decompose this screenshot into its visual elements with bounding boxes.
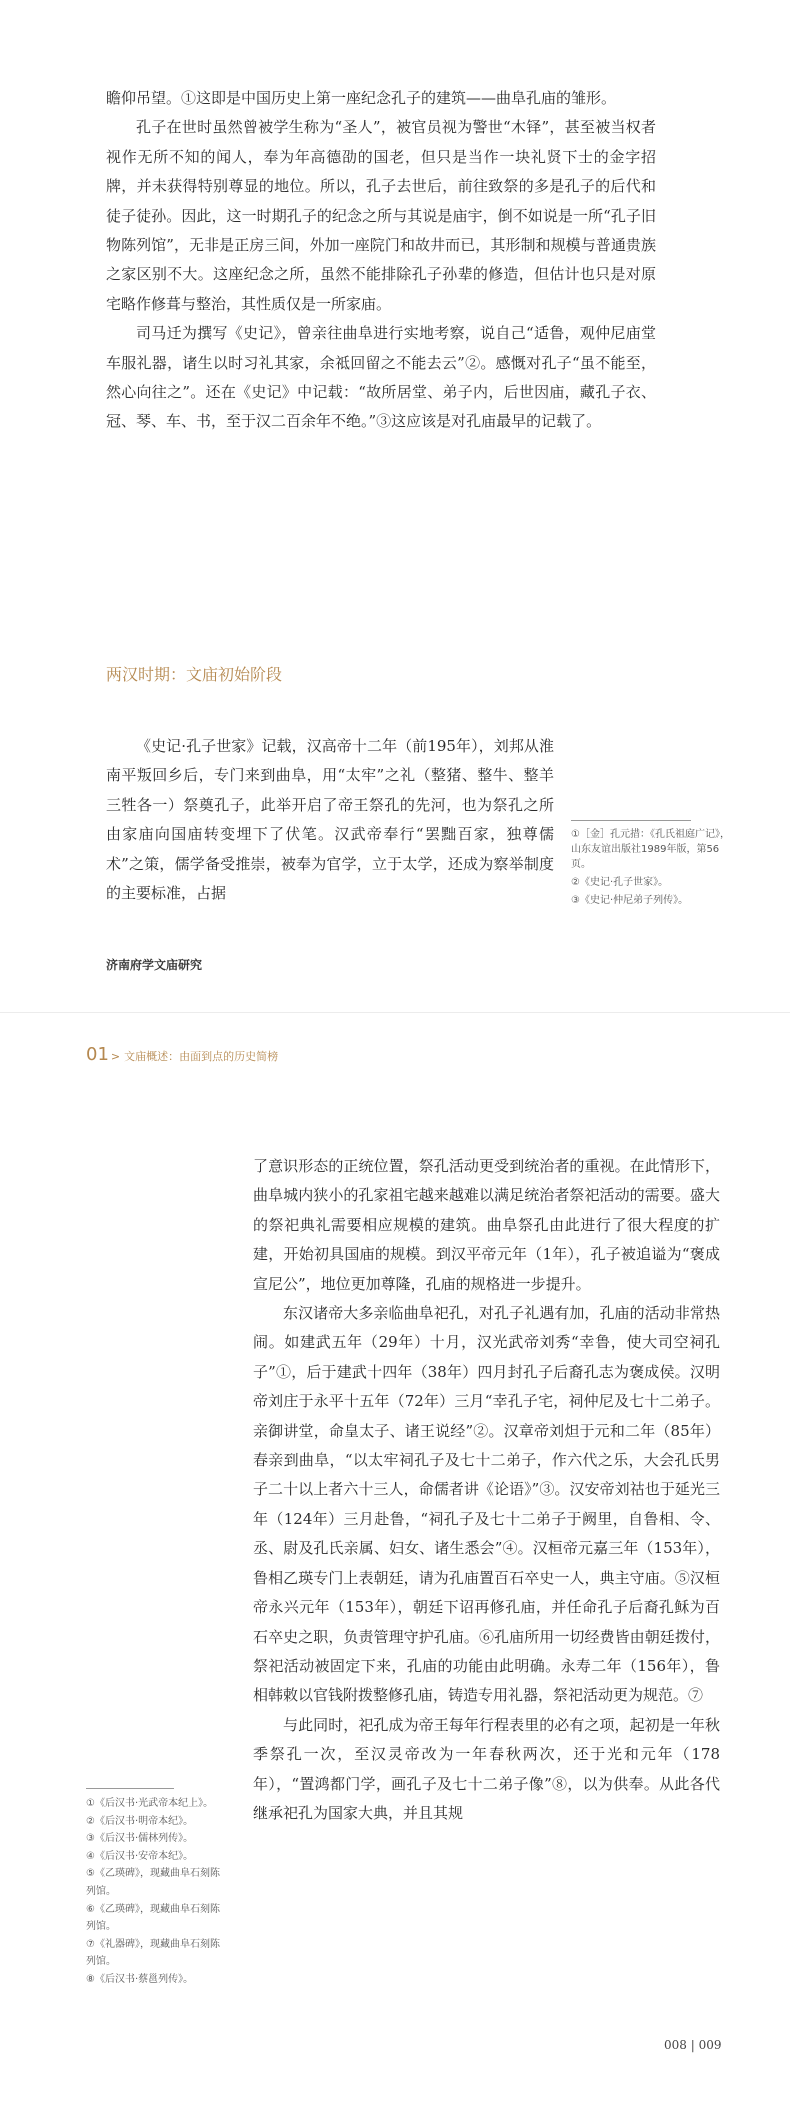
page1-han-section — [106, 732, 554, 908]
footnote: ④《后汉书·安帝本纪》。 — [86, 1850, 194, 1862]
footnote: ⑤《乙瑛碑》，现藏曲阜石刻陈列馆。 — [86, 1868, 220, 1897]
page2-footnotes — [86, 1788, 226, 1989]
paragraph: 与此同时，祀孔成为帝王每年行程表里的必有之项，起初是一年秋季祭孔一次，至汉灵帝改为一年春秋两次，还于光和元年（178年），“置鸿都门学，画孔子及七十二弟子像”⑧，以为供奉。从此各代继承祀孔为国家大典，并且其规 — [253, 1715, 720, 1822]
footnote: ①《后汉书·光武帝本纪上》。 — [86, 1798, 214, 1809]
footnote: ③《后汉书·儒林列传》。 — [86, 1833, 194, 1845]
footnote: ③《史记·仲尼弟子列传》。 — [571, 895, 689, 906]
paragraph: 了意识形态的正统位置，祭孔活动更受到统治者的重视。在此情形下，曲阜城内狭小的孔家祖宅越来越难以满足统治者祭祀活动的需要。盛大的祭祀典礼需要相应规模的建筑。曲阜祭孔由此进行了很大程度的扩建，开始初具国庙的规模。到汉平帝元年（1年），孔子被追谥为“褒成宣尼公”，地位更加尊隆，孔庙的规格进一步提升。 — [253, 1157, 720, 1293]
page1-body — [106, 84, 656, 437]
footnote: ②《史记·孔子世家》。 — [571, 877, 669, 888]
chapter-title: 文庙概述：由面到点的历史简榜 — [124, 1050, 279, 1063]
footnote: ⑥《乙瑛碑》，现藏曲阜石刻陈列馆。 — [86, 1903, 220, 1933]
paragraph: 孔子在世时虽然曾被学生称为“圣人”，被官员视为警世“木铎”，甚至被当权者视作无所不知的闻人，奉为年高德劭的国老，但只是当作一块礼贤下士的金字招牌，并未获得特别尊显的地位。所以，孔子去世后，前往致祭的多是孔子的后代和徒子徒孙。因此，这一时期孔子的纪念之所与其说是庙宇，倒不如说是一所“孔子旧物陈列馆”，无非是正房三间，外加一座院门和故井而已，其形制和规模与普通贵族之家区别不大。这座纪念之所，虽然不能排除孔子孙辈的修造，但估计也只是对原宅略作修葺与整治，其性质仅是一所家庙。 — [106, 118, 656, 313]
paragraph: 瞻仰吊望。①这即是中国历史上第一座纪念孔子的建筑——曲阜孔庙的雏形。 — [106, 89, 617, 107]
section-heading: 两汉时期：文庙初始阶段 — [106, 665, 283, 684]
chapter-header — [86, 1044, 278, 1065]
footnote: ⑧《后汉书·蔡邕列传》。 — [86, 1973, 194, 1985]
page1-footnotes — [571, 820, 736, 911]
footnote: ⑦《礼器碑》，现藏曲阜石刻陈列馆。 — [86, 1938, 220, 1968]
page-divider — [0, 1012, 790, 1013]
paragraph: 东汉诸帝大多亲临曲阜祀孔，对孔子礼遇有加，孔庙的活动非常热闹。如建武五年（29年）十月，汉光武帝刘秀“幸鲁，使大司空祠孔子”①，后于建武十四年（38年）四月封孔子后裔孔志为褒成侯。汉明帝刘庄于永平十五年（72年）三月“幸孔子宅，祠仲尼及七十二弟子。亲御讲堂，命皇太子、诸王说经”②。汉章帝刘炟于元和二年（85年）春亲到曲阜，“以太牢祠孔子及七十二弟子，作六代之乐，大会孔氏男子二十以上者六十三人，命儒者讲《论语》”③。汉安帝刘祜也于延光三年（124年）三月赴鲁，“祠孔子及七十二弟子于阙里，自鲁相、令、丞、尉及孔氏亲属、妇女、诸生悉会”④。汉桓帝元嘉三年（153年），鲁相乙瑛专门上表朝廷，请为孔庙置百石卒史一人，典主守庙。⑤汉桓帝永兴元年（153年），朝廷下诏再修孔庙，并任命孔子后裔孔稣为百石卒史之职，负责管理守护孔庙。⑥孔庙所用一切经费皆由朝廷拨付，祭祀活动被固定下来，孔庙的功能由此明确。永寿二年（156年），鲁相韩敕以官钱附拨整修孔庙，铸造专用礼器，祭祀活动更为规范。⑦ — [253, 1304, 720, 1705]
footnote-rule — [571, 820, 691, 821]
paragraph: 《史记·孔子世家》记载，汉高帝十二年（前195年），刘邦从淮南平叛回乡后，专门来到曲阜，用“太牢”之礼（整猪、整牛、整羊三牲各一）祭奠孔子，此举开启了帝王祭孔的先河，也为祭孔之所由家庙向国庙转变埋下了伏笔。汉武帝奉行“罢黜百家，独尊儒术”之策，儒学备受推崇，被奉为官学，立于太学，还成为察举制度的主要标准，占据 — [106, 737, 554, 903]
page2-body — [253, 1152, 720, 1828]
paragraph: 司马迁为撰写《史记》，曾亲往曲阜进行实地考察，说自己“适鲁，观仲尼庙堂车服礼器，诸生以时习礼其家，余祗回留之不能去云”②。感慨对孔子“虽不能至，然心向往之”。还在《史记》中记载：“故所居堂、弟子内，后世因庙，藏孔子衣、冠、琴、车、书，至于汉二百余年不绝。”③这应该是对孔庙最早的记载了。 — [106, 324, 656, 431]
footnote: ②《后汉书·明帝本纪》。 — [86, 1815, 194, 1827]
chevron-right-icon: > — [110, 1050, 121, 1063]
footnote-rule — [86, 1788, 174, 1789]
page-numbers: 008 | 009 — [664, 2038, 722, 2052]
running-title: 济南府学文庙研究 — [106, 958, 203, 972]
chapter-number: 01 — [86, 1044, 109, 1065]
footnote: ①［金］孔元措：《孔氏祖庭广记》，山东友谊出版社1989年版，第56页。 — [571, 829, 730, 870]
